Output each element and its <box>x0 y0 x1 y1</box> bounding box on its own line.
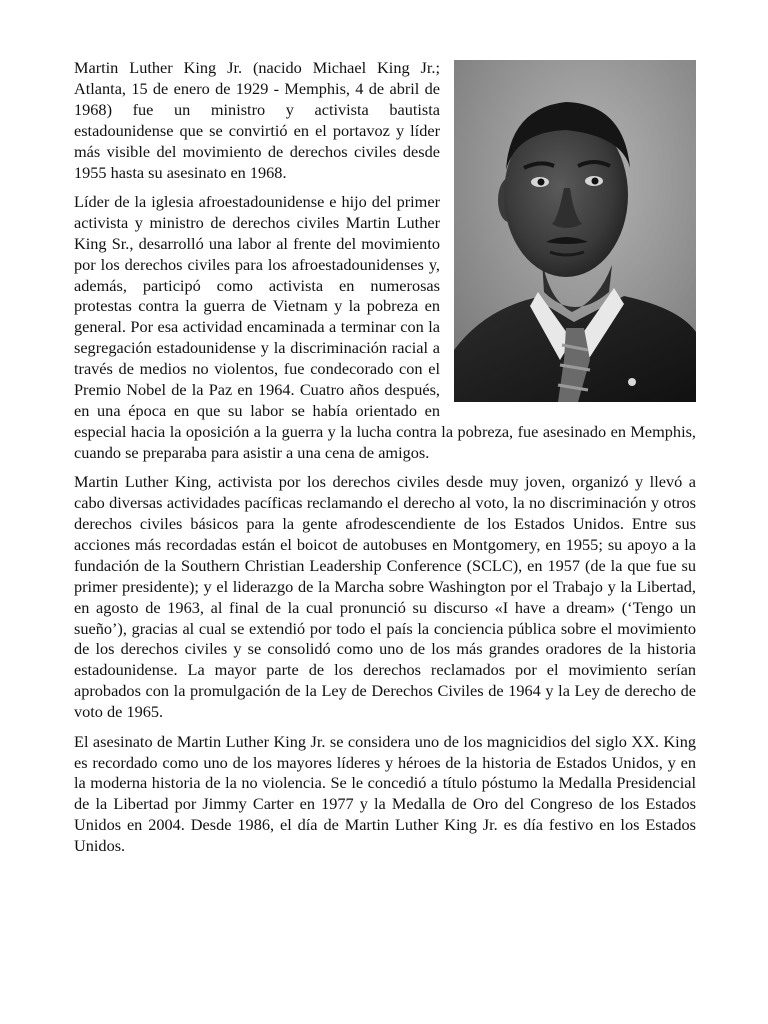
paragraph-2: Líder de la iglesia afroestadounidense e hijo del primer activista y ministro de derechos civiles Martin Luther King Sr., desarrolló una labor al frente del movimiento por los derechos civiles para los afroestadounidenses y, además, participó como activista en numerosas protestas contra la guerra de Vietnam y la pobreza en general. Por esa actividad encaminada a terminar con la segregación estadounidense y la discriminación racial a través de medios no violentos, fue condecorado con el Premio Nobel de la Paz en 1964. Cuatro años después, en una época en que su labor se había orientado en especial hacia la oposición a la guerra y la lucha contra la pobreza, fue asesinado en Memphis, cuando se preparaba para asistir a una cena de amigos. <box>74 191 696 462</box>
paragraph-4: El asesinato de Martin Luther King Jr. se considera uno de los magnicidios del siglo XX. King es recordado como uno de los mayores líderes y héroes de la historia de Estados Unidos, y en la moderna historia de la no violencia. Se le concedió a título póstumo la Medalla Presidencial de la Libertad por Jimmy Carter en 1977 y la Medalla de Oro del Congreso de los Estados Unidos en 2004. Desde 1986, el día de Martin Luther King Jr. es día festivo en los Estados Unidos. <box>74 731 696 856</box>
portrait-icon <box>454 60 696 402</box>
document-page <box>74 58 696 866</box>
paragraph-3: Martin Luther King, activista por los derechos civiles desde muy joven, organizó y llevó a cabo diversas actividades pacíficas reclamando el derecho al voto, la no discriminación y otros derechos civiles básicos para la gente afrodescendiente de los Estados Unidos. Entre sus acciones más recordadas están el boicot de autobuses en Montgomery, en 1955; su apoyo a la fundación de la Southern Christian Leadership Conference (SCLC), en 1957 (de la que fue su primer presidente); y el liderazgo de la Marcha sobre Washington por el Trabajo y la Libertad, en agosto de 1963, al final de la cual pronunció su discurso «I have a dream» (‘Tengo un sueño’), gracias al cual se extendió por todo el país la conciencia pública sobre el movimiento de los derechos civiles y se consolidó como uno de los más grandes oradores de la historia estadounidense. La mayor parte de los derechos reclamados por el movimiento serían aprobados con la promulgación de la Ley de Derechos Civiles de 1964 y la Ley de derecho de voto de 1965. <box>74 472 696 722</box>
paragraph-1: Martin Luther King Jr. (nacido Michael King Jr.; Atlanta, 15 de enero de 1929 - Memphis, 4 de abril de 1968) fue un ministro y activista bautista estadounidense que se convirtió en el portavoz y líder más visible del movimiento de derechos civiles desde 1955 hasta su asesinato en 1968. <box>74 58 440 182</box>
portrait-photo <box>454 60 696 402</box>
